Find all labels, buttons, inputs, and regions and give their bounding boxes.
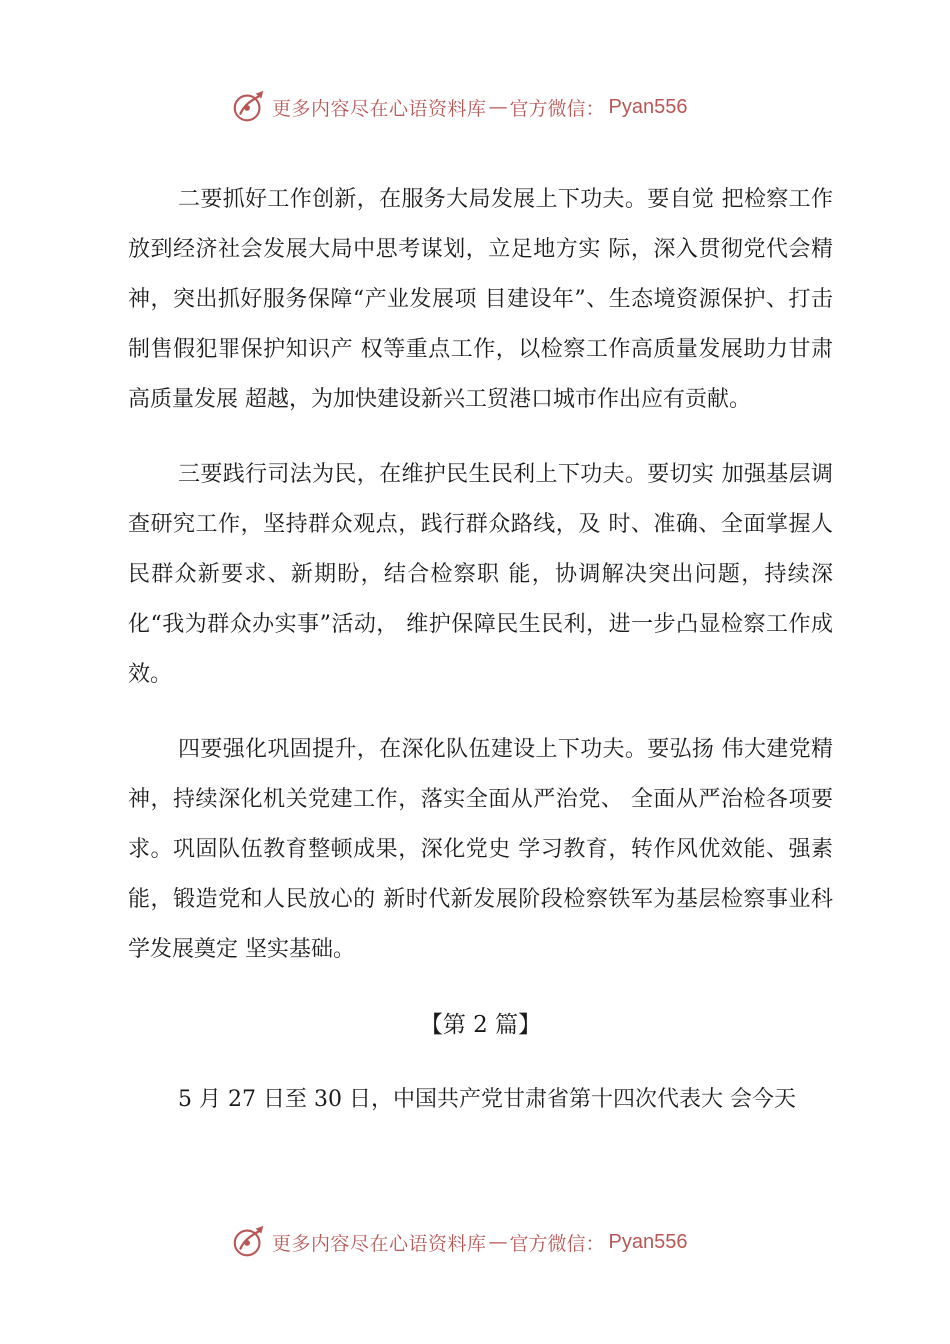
banner-separator: — (488, 96, 508, 118)
paragraph-4: 四要强化巩固提升，在深化队伍建设上下功夫。要弘扬 伟大建党精神，持续深化机关党建工作，落实全面从严治党、 全面从严治检各项要求。巩固队伍教育整顿成果，深化党史 学习教育，转作风优效能、强素能，锻造党和人民放心的 新时代新发展阶段检察铁军为基层检察事业科学发展奠定 坚实基础。 (128, 737, 833, 962)
section-title: 【第 2 篇】 (419, 1012, 542, 1038)
banner-text: 更多内容尽在心语资料库 (272, 1232, 487, 1255)
pen-logo-icon (230, 1223, 268, 1261)
banner-separator: — (488, 1231, 508, 1253)
paragraph-2: 二要抓好工作创新，在服务大局发展上下功夫。要自觉 把检察工作放到经济社会发展大局中思考谋划，立足地方实 际，深入贯彻党代会精神，突出抓好服务保障“产业发展项 目建设年”、生态境资源保护、打击制售假犯罪保护知识产 权等重点工作，以检察工作高质量发展助力甘肃高质量发展 超越，为加快建设新兴工贸港口城市作出应有贡献。 (128, 187, 833, 412)
banner-wechat-label: 官方微信： (509, 97, 605, 120)
header-banner (230, 87, 688, 127)
paragraph-article-2-intro: 5 月 27 日至 30 日，中国共产党甘肃省第十四次代表大 会今天 (178, 1087, 796, 1112)
document-body (128, 175, 833, 1125)
banner-wechat-id: Pyan556 (608, 95, 688, 118)
paragraph-3: 三要践行司法为民，在维护民生民利上下功夫。要切实 加强基层调查研究工作，坚持群众观点，践行群众路线，及 时、准确、全面掌握人民群众新要求、新期盼，结合检察职 能，协调解决突出问题，持续深化“我为群众办实事”活动， 维护保障民生民利，进一步凸显检察工作成效。 (128, 462, 833, 687)
banner-wechat-label: 官方微信： (509, 1232, 605, 1255)
footer-banner (230, 1222, 688, 1262)
banner-text: 更多内容尽在心语资料库 (272, 97, 487, 120)
pen-logo-icon (230, 88, 268, 126)
banner-wechat-id: Pyan556 (608, 1230, 688, 1253)
